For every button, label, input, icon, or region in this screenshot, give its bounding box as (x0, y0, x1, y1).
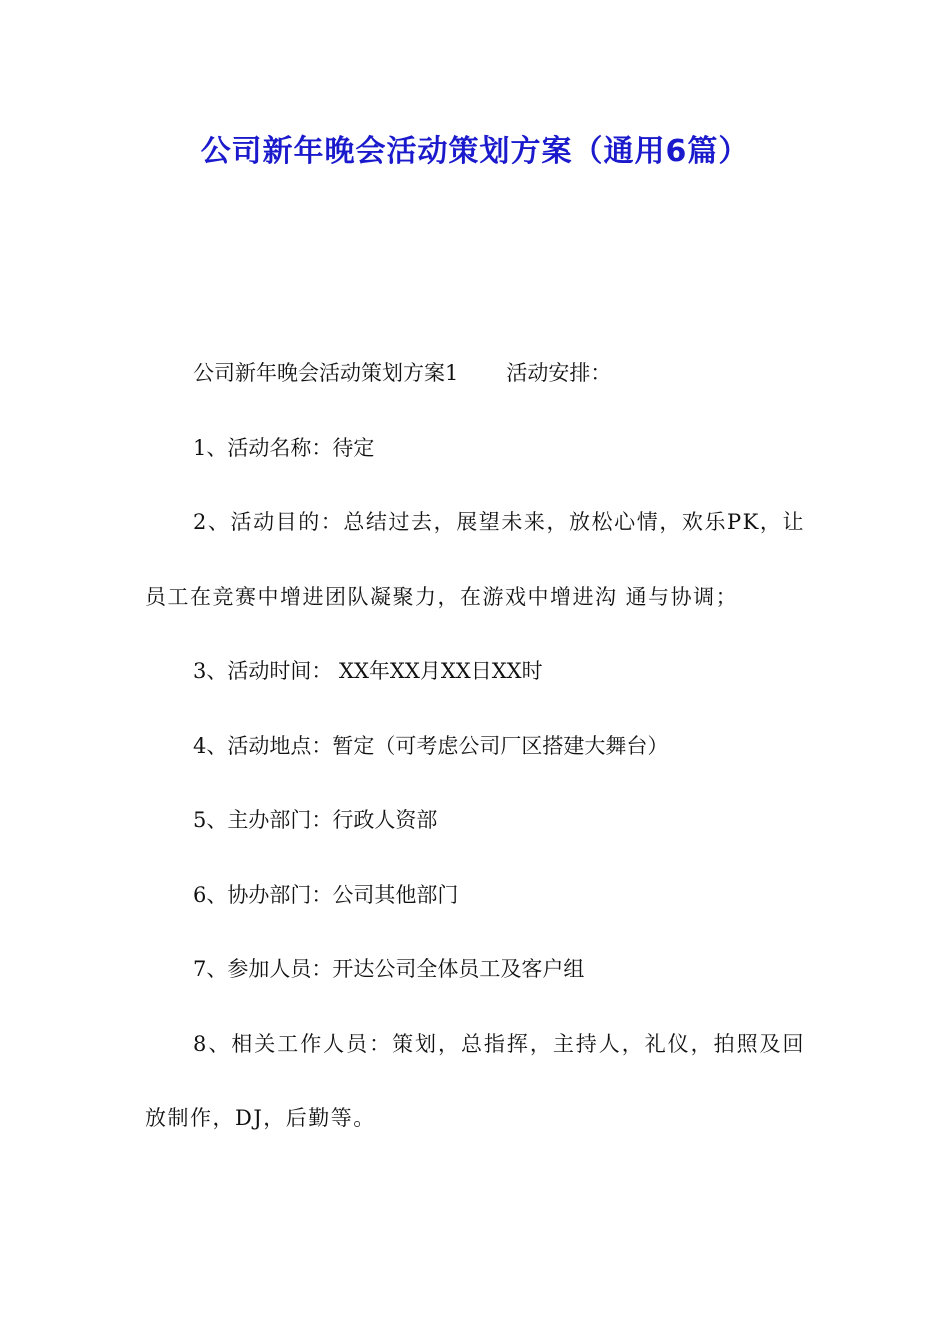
intro-paragraph (145, 336, 805, 411)
item-2-paragraph: 2、活动目的：总结过去，展望未来，放松心情，欢乐PK，让员工在竞赛中增进团队凝聚力，在游戏中增进沟 通与协调； (145, 510, 805, 609)
item-5-paragraph: 5、主办部门：行政人资部 (193, 808, 438, 832)
document-body (145, 336, 805, 1156)
item-3-paragraph: 3、活动时间： XX年XX月XX日XX时 (193, 659, 543, 683)
intro-heading: 公司新年晚会活动策划方案1 (193, 361, 459, 385)
item-4-paragraph: 4、活动地点：暂定（可考虑公司厂区搭建大舞台） (193, 733, 669, 758)
item-1-paragraph: 1、活动名称：待定 (193, 435, 375, 460)
intro-subheading: 活动安排： (506, 361, 612, 385)
item-7-paragraph: 7、参加人员：开达公司全体员工及客户组 (193, 957, 585, 981)
item-6-paragraph: 6、协办部门：公司其他部门 (193, 882, 459, 907)
item-8-paragraph: 8、相关工作人员：策划，总指挥，主持人，礼仪，拍照及回放制作，DJ，后勤等。 (145, 1031, 805, 1130)
document-title: 公司新年晚会活动策划方案（通用6篇） (200, 134, 750, 169)
